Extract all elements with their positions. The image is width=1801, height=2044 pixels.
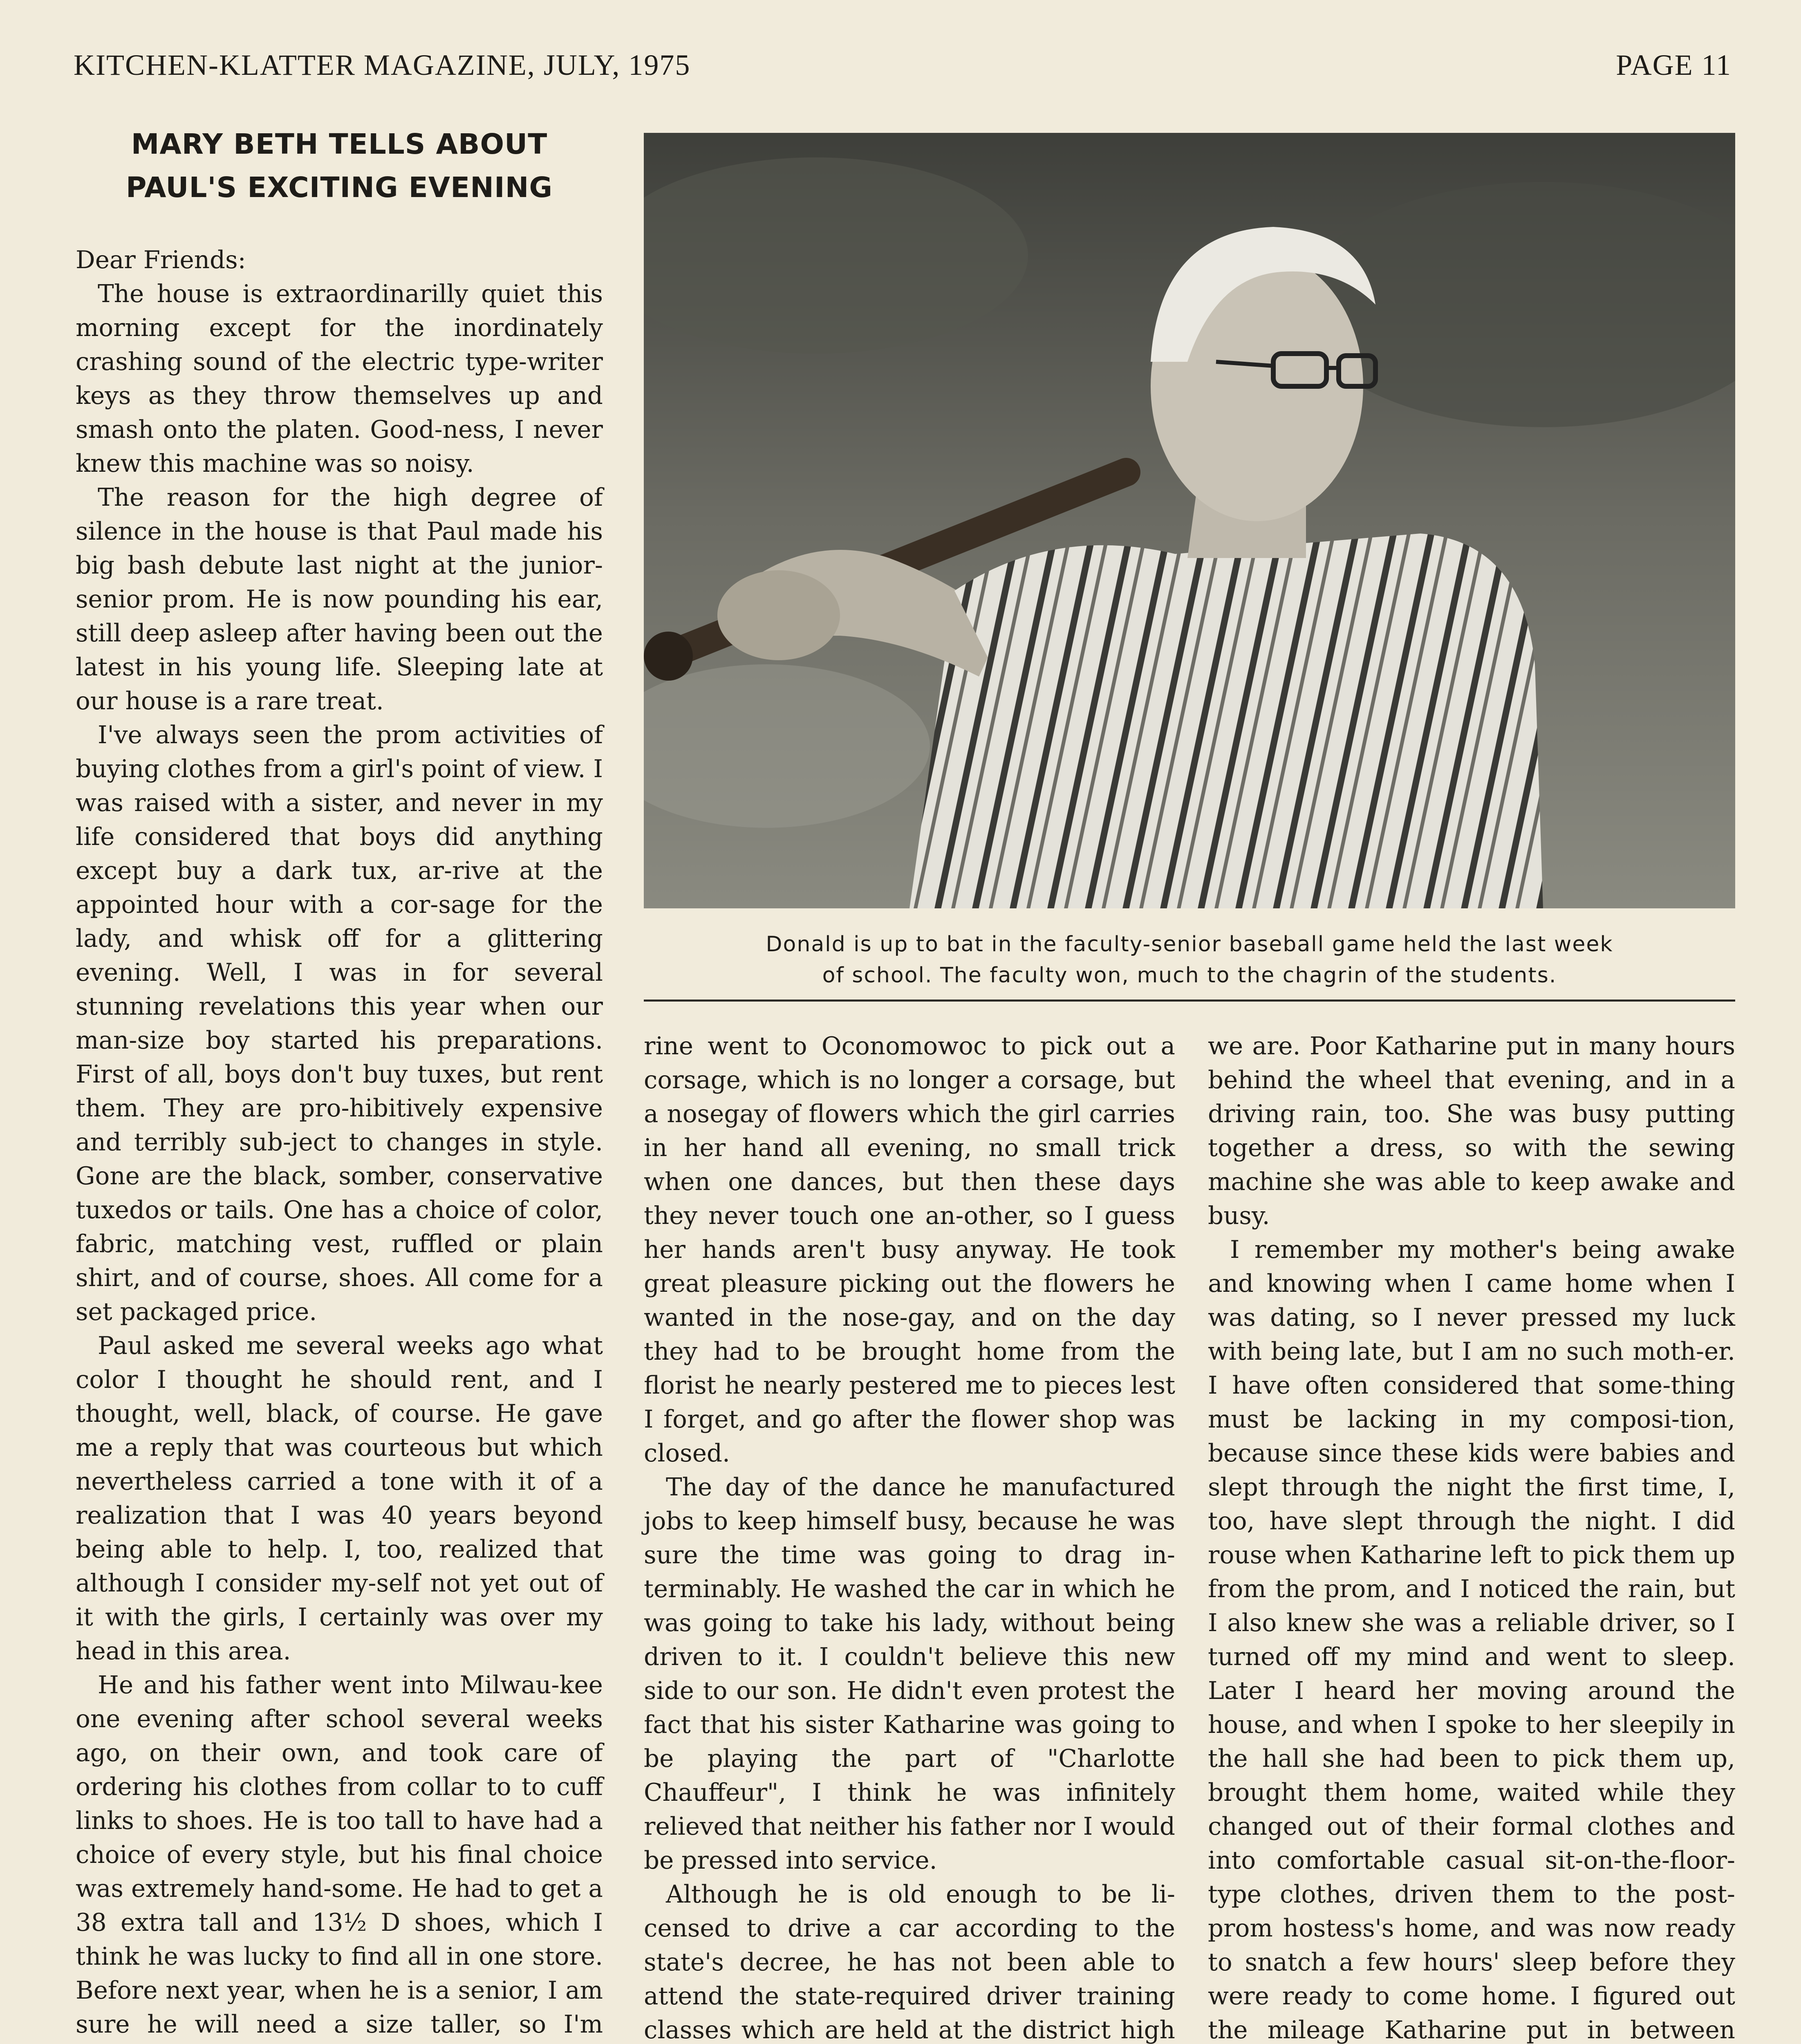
paragraph: Although he is old enough to be li-censed to drive a car according to the state's decree, he has not been able to attend the state-required driver training classes which are held at the district high [644, 1880, 1175, 2044]
paragraph: The reason for the high degree of silence in the house is that Paul made his big bash debute last night at the junior-senior prom. He is now pounding his ear, still deep asleep after having been out the latest in his young life. Sleeping late at our house is a rare treat. [76, 484, 603, 715]
caption-line-2: of school. The faculty won, much to the chagrin of the students. [822, 963, 1557, 988]
text-column-1 [76, 243, 603, 2044]
paragraph: The day of the dance he manufactured jobs to keep himself busy, because he was sure the time was going to drag in-terminably. He washed the car in which he was going to take his lady, without being driven to it. I couldn't believe this new side to our son. He didn't even protest the fact that his sister Katharine was going to be playing the part of "Charlotte Chauffeur", I think he was infinitely relieved that neither his father nor I would be pressed into service. [644, 1473, 1175, 1875]
article-title [76, 123, 603, 209]
text-column-2 [644, 1029, 1175, 2044]
paragraph: Paul asked me several weeks ago what color I thought he should rent, and I thought, well, black, of course. He gave me a reply that was courteous but which nevertheless carried a tone with it of a realization that I was 40 years beyond being able to help. I, too, realized that although I consider my-self not yet out of it with the girls, I certainly was over my head in this area. [76, 1332, 603, 1665]
running-head-title: KITCHEN-KLATTER MAGAZINE, JULY, 1975 [74, 49, 691, 81]
text-column-3 [1208, 1029, 1735, 2044]
photo-caption [644, 929, 1735, 991]
caption-line-1: Donald is up to bat in the faculty-senior baseball game held the last week [766, 932, 1613, 957]
paragraph: we are. Poor Katharine put in many hours behind the wheel that evening, and in a driving rain, too. She was busy putting together a dress, so with the sewing machine she was able to keep awake and busy. [1208, 1032, 1735, 1230]
paragraph: I remember my mother's being awake and knowing when I came home when I was dating, so I never pressed my luck with being late, but I am no such moth-er. I have often considered that some-thing must be lacking in my composi-tion, because since these kids were babies and slept through the night the first time, I, too, have slept through the night. I did rouse when Katharine left to pick them up from the prom, and I noticed the rain, but I also knew she was a reliable driver, so I turned off my mind and went to sleep. Later I heard her moving around the house, and when I spoke to her sleepily in the hall she had been to pick them up, brought them home, waited while they changed out of their formal clothes and into comfortable casual sit-on-the-floor-type clothes, driven them to the post-prom hostess's home, and was now ready to snatch a few hours' sleep before they were ready to come home. I figured out the mileage Katharine put in between [1208, 1236, 1735, 2044]
baseball-photo [644, 133, 1735, 908]
paragraph: I've always seen the prom activities of buying clothes from a girl's point of view. I was raised with a sister, and never in my life considered that boys did anything except buy a dark tux, ar-rive at the appointed hour with a cor-sage for the lady, and whisk off for a glittering evening. Well, I was in for several stunning revelations this year when our man-size boy started his preparations. First of all, boys don't buy tuxes, but rent them. They are pro-hibitively expensive and terribly sub-ject to changes in style. Gone are the black, somber, conservative tuxedos or tails. One has a choice of color, fabric, matching vest, ruffled or plain shirt, and of course, shoes. All come for a set packaged price. [76, 721, 603, 1326]
caption-divider [644, 1000, 1735, 1002]
paragraph: rine went to Oconomowoc to pick out a corsage, which is no longer a corsage, but a nosegay of flowers which the girl carries in her hand all evening, no small trick when one dances, but then these days they never touch one an-other, so I guess her hands aren't busy anyway. He took great pleasure picking out the flowers he wanted in the nose-gay, and on the day they had to be brought home from the florist he nearly pestered me to pieces lest I forget, and go after the flower shop was closed. [644, 1032, 1175, 1468]
photo-illustration [644, 133, 1735, 908]
article-title-line-2: PAUL'S EXCITING EVENING [125, 171, 553, 204]
paragraph: The house is extraordinarilly quiet this morning except for the inordinately crashing sound of the electric type-writer keys as they throw themselves up and smash onto the platen. Good-ness, I never knew this machine was so noisy. [76, 280, 603, 478]
article-title-line-1: MARY BETH TELLS ABOUT [131, 128, 548, 161]
paragraph: He and his father went into Milwau-kee one evening after school several weeks ago, on their own, and took care of ordering his clothes from collar to to cuff links to shoes. He is too tall to have had a choice of every style, but his final choice was extremely hand-some. He had to get a 38 extra tall and 13½ D shoes, which I think he was lucky to find all in one store. Before next year, when he is a senior, I am sure he will need a size taller, so I'm [76, 1671, 603, 2039]
page-number: PAGE 11 [1616, 49, 1732, 81]
salutation: Dear Friends: [76, 246, 246, 274]
